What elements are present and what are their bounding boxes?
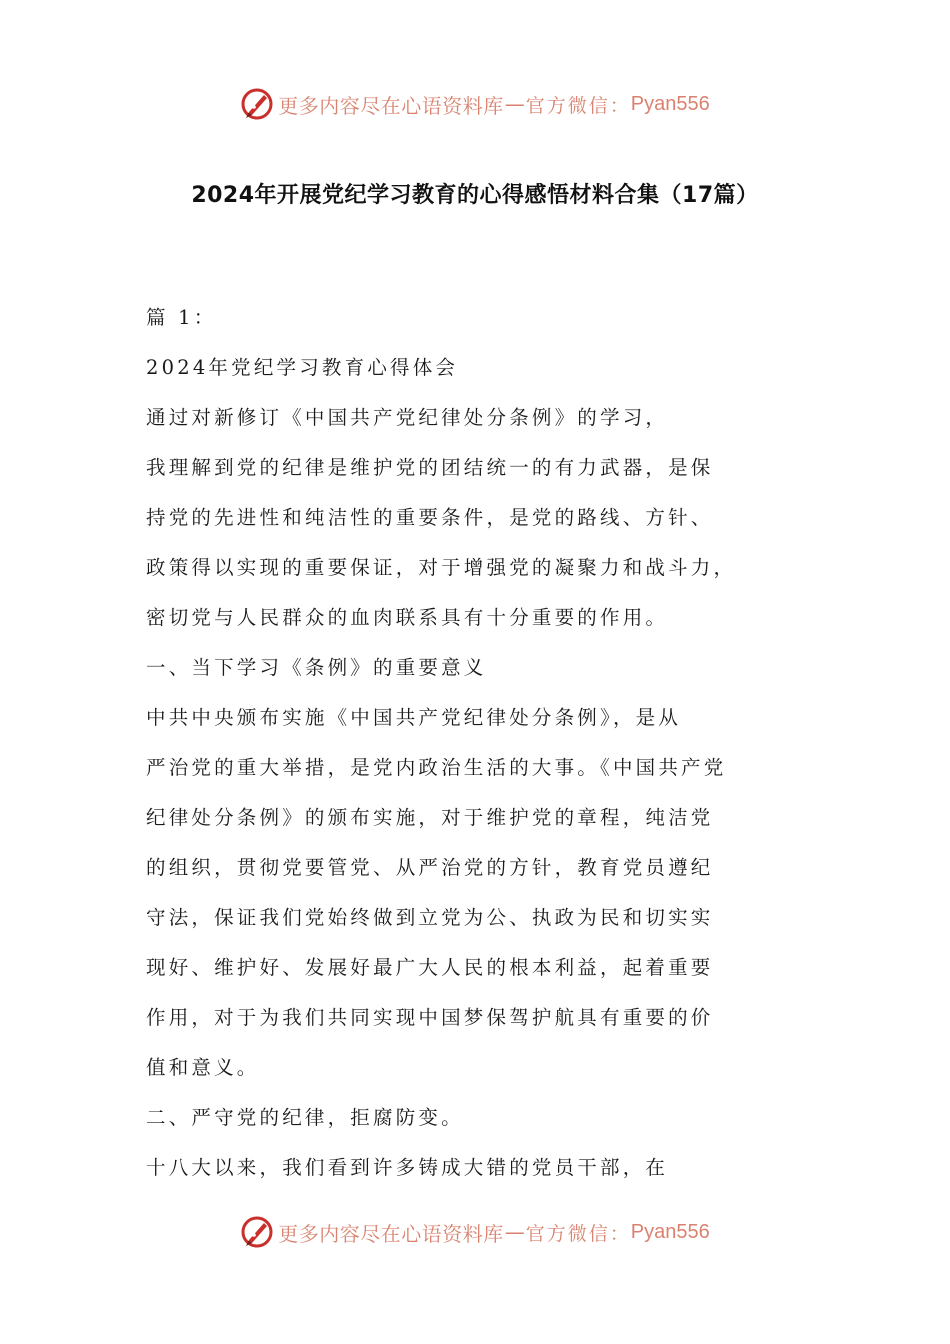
body-line: 守法，保证我们党始终做到立党为公、执政为民和切实实: [146, 906, 714, 929]
body-line: 持党的先进性和纯洁性的重要条件，是党的路线、方针、: [146, 506, 714, 529]
banner-separator: —: [504, 1220, 525, 1244]
body-line: 通过对新修订《中国共产党纪律处分条例》的学习，: [146, 406, 669, 429]
body-line: 严治党的重大举措，是党内政治生活的大事。《中国共产党: [146, 756, 727, 779]
pen-logo-icon: [240, 1215, 274, 1249]
body-line: 中共中央颁布实施《中国共产党纪律处分条例》，是从: [146, 706, 682, 729]
body-line: 2024年党纪学习教育心得体会: [146, 356, 459, 379]
pen-logo-icon: [240, 87, 274, 121]
banner-brand-text: 更多内容尽在心语资料库: [278, 1221, 504, 1246]
body-line: 一、当下学习《条例》的重要意义: [146, 656, 487, 679]
banner-separator: —: [504, 92, 525, 116]
body-line: 作用，对于为我们共同实现中国梦保驾护航具有重要的价: [146, 1006, 714, 1029]
banner-wechat-id: Pyan556: [630, 92, 710, 115]
body-line: 现好、维护好、发展好最广大人民的根本利益，起着重要: [146, 956, 714, 979]
header-banner: [0, 84, 950, 124]
footer-banner: [0, 1212, 950, 1252]
banner-wechat-id: Pyan556: [630, 1220, 710, 1243]
body-line: 十八大以来，我们看到许多铸成大错的党员干部，在: [146, 1156, 669, 1179]
document-title: 2024年开展党纪学习教育的心得感悟材料合集（17篇）: [191, 183, 759, 208]
body-line: 政策得以实现的重要保证，对于增强党的凝聚力和战斗力，: [146, 556, 737, 579]
banner-wechat-label: 官方微信：: [525, 1222, 631, 1245]
body-line: 纪律处分条例》的颁布实施，对于维护党的章程，纯洁党: [146, 806, 714, 829]
body-line: 密切党与人民群众的血肉联系具有十分重要的作用。: [146, 606, 669, 629]
document-body: [146, 298, 786, 1198]
body-line: 篇 1：: [146, 306, 217, 329]
body-line: 值和意义。: [146, 1056, 260, 1079]
body-line: 的组织，贯彻党要管党、从严治党的方针，教育党员遵纪: [146, 856, 714, 879]
banner-brand-text: 更多内容尽在心语资料库: [278, 93, 504, 118]
body-line: 二、严守党的纪律，拒腐防变。: [146, 1106, 464, 1129]
body-line: 我理解到党的纪律是维护党的团结统一的有力武器，是保: [146, 456, 714, 479]
banner-wechat-label: 官方微信：: [525, 94, 631, 117]
